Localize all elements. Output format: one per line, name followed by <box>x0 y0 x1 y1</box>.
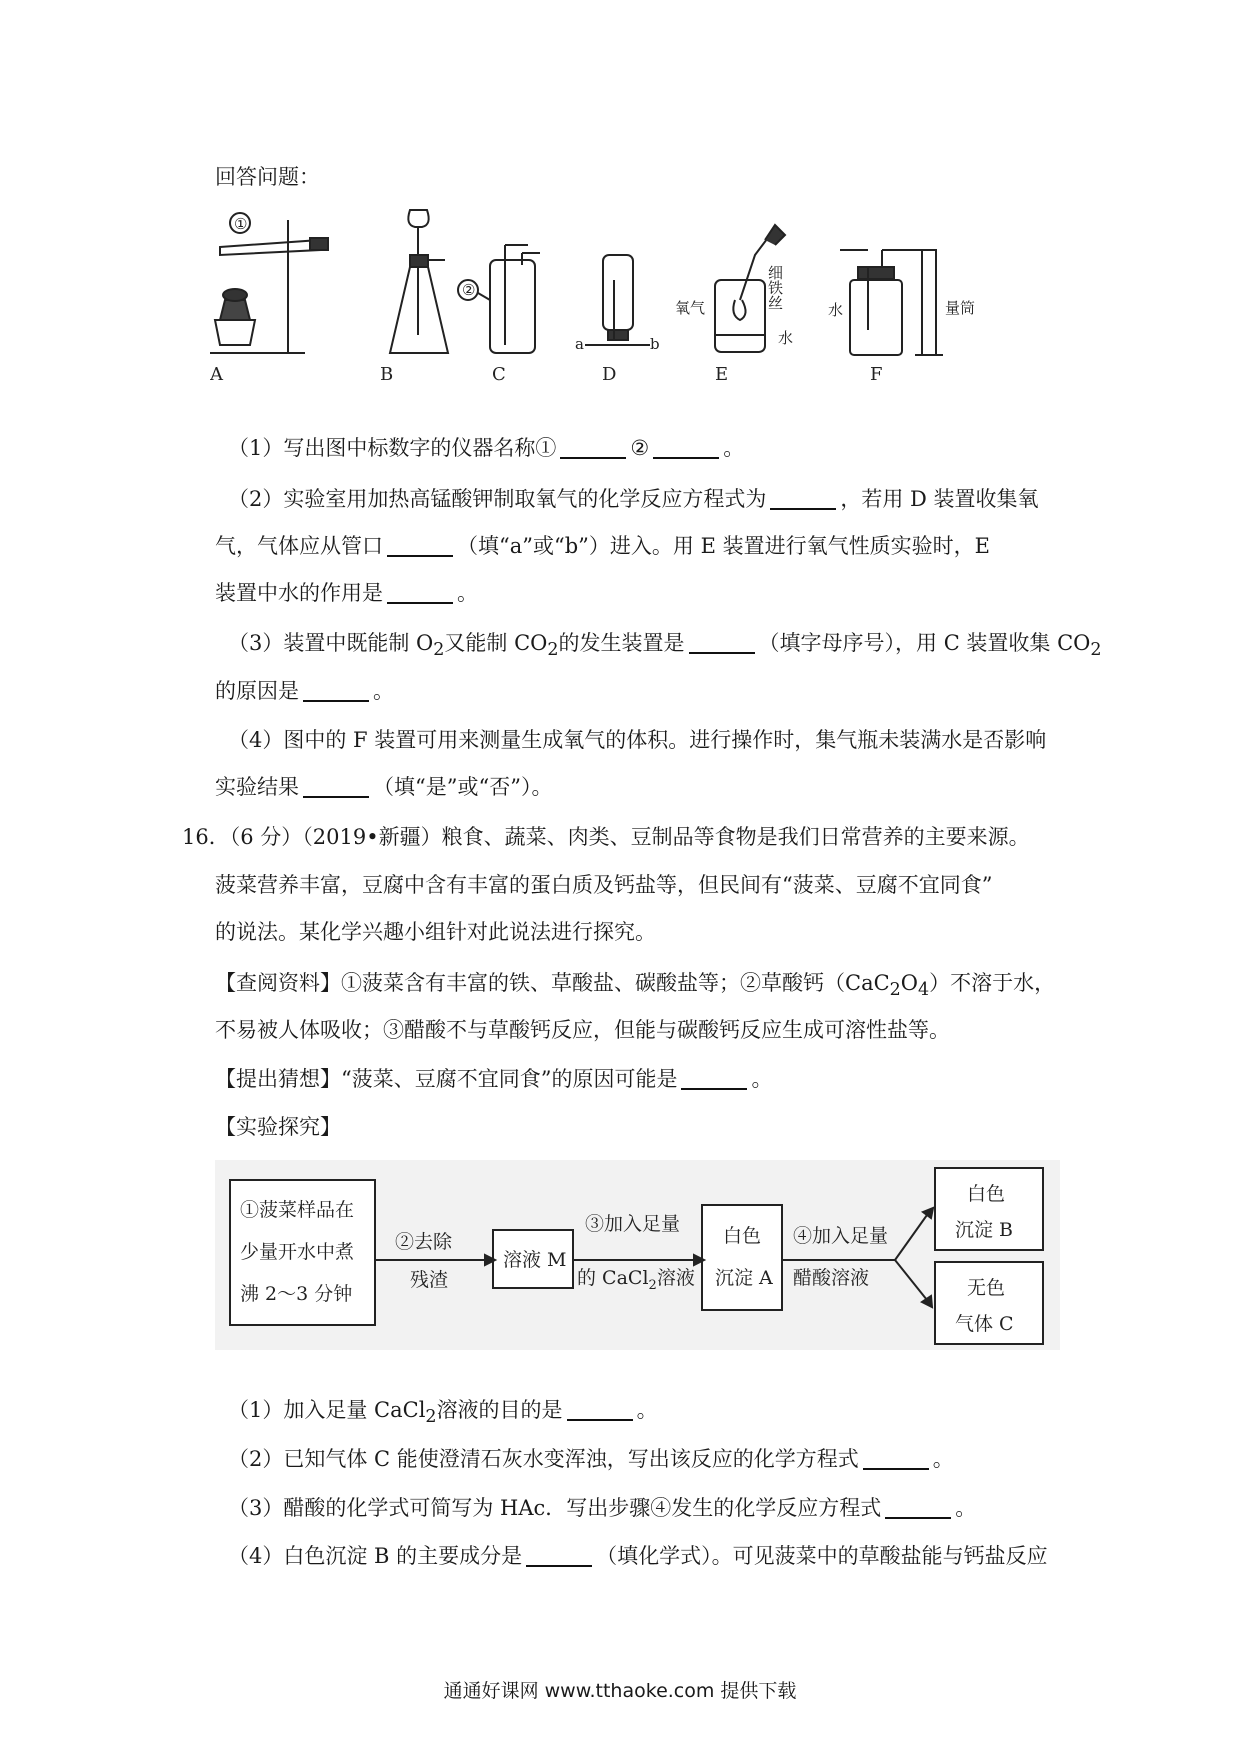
box2: 溶液 M <box>503 1249 567 1271</box>
box1-line3: 沸 2～3 分钟 <box>240 1283 353 1305</box>
q16-s2: （2）已知气体 C 能使澄清石灰水变浑浊，写出该反应的化学方程式 。 <box>228 1447 954 1471</box>
q16-explore: 【实验探究】 <box>215 1115 341 1139</box>
tube-b: b <box>650 335 660 353</box>
q16-info2: 不易被人体吸收；③醋酸不与草酸钙反应，但能与碳酸钙反应生成可溶性盐等。 <box>215 1018 950 1042</box>
q15-p1: （1）写出图中标数字的仪器名称① ② 。 <box>228 436 745 460</box>
step4-line1: ④加入足量 <box>793 1225 889 1247</box>
answer-blank[interactable] <box>526 1543 592 1567</box>
q15-p2: （2）实验室用加热高锰酸钾制取氧气的化学反应方程式为 ，若用 D 装置收集氧 <box>228 487 1039 511</box>
f-water: 水 <box>828 301 844 319</box>
label-f: F <box>870 364 883 385</box>
q16-s3: （3）醋酸的化学式可简写为 HAc．写出步骤④发生的化学反应方程式 。 <box>228 1496 977 1520</box>
q15-p2c: 装置中水的作用是 。 <box>215 581 478 605</box>
label-a: A <box>210 364 223 385</box>
step3-line1: ③加入足量 <box>585 1213 681 1235</box>
q16-guess: 【提出猜想】“菠菜、豆腐不宜同食”的原因可能是 。 <box>215 1067 773 1091</box>
flow-diagram <box>215 1160 1060 1350</box>
box4-line1: 白色 <box>967 1183 1006 1205</box>
apparatus-a <box>210 213 328 353</box>
answer-blank[interactable] <box>387 533 453 557</box>
q16-l2: 菠菜营养丰富，豆腐中含有丰富的蛋白质及钙盐等，但民间有“菠菜、豆腐不宜同食” <box>215 873 993 897</box>
f-cylinder: 量筒 <box>945 299 976 317</box>
q16-s1: （1）加入足量 CaCl$_2$溶液的目的是 。 <box>228 1398 658 1428</box>
answer-blank[interactable] <box>653 435 719 459</box>
answer-blank[interactable] <box>303 774 369 798</box>
label-d: D <box>602 364 617 385</box>
box1-line1: ①菠菜样品在 <box>240 1199 355 1221</box>
apparatus-c <box>458 245 540 353</box>
apparatus-figure <box>210 205 1090 415</box>
q16-info: 【查阅资料】①菠菜含有丰富的铁、草酸盐、碳酸盐等；②草酸钙$(CaC_2O_4)$不溶于水， <box>215 971 1056 1001</box>
answer-blank[interactable] <box>387 580 453 604</box>
answer-blank[interactable] <box>863 1446 929 1470</box>
box1-line2: 少量开水中煮 <box>240 1241 355 1263</box>
answer-blank[interactable] <box>303 678 369 702</box>
answer-blank[interactable] <box>885 1495 951 1519</box>
label-e: E <box>715 364 729 385</box>
q16-head: 16．（6 分）（2019•新疆）粮食、蔬菜、肉类、豆制品等食物是我们日常营养的主要来源。 <box>182 825 1030 849</box>
e-gas: 氧气 <box>675 299 706 317</box>
box3-line1: 白色 <box>723 1225 762 1247</box>
answer-blank[interactable] <box>567 1397 633 1421</box>
answer-blank[interactable] <box>770 486 836 510</box>
step4-line2: 醋酸溶液 <box>793 1267 870 1289</box>
label-c: C <box>492 364 506 385</box>
step2-line1: ②去除 <box>395 1231 453 1253</box>
step3-line2: 的 CaCl$_2$溶液 <box>577 1267 695 1293</box>
box4-line2: 沉淀 B <box>955 1219 1014 1241</box>
step2-line2: 残渣 <box>410 1269 449 1291</box>
page-footer: 通通好课网 www.tthaoke.com 提供下载 <box>443 1680 797 1702</box>
answer-blank[interactable] <box>689 630 755 654</box>
apparatus-f <box>840 250 943 355</box>
q15-p3b: 的原因是 。 <box>215 679 394 703</box>
q15-p3: （3）装置中既能制 $O_2$又能制 $CO_2$的发生装置是 （填字母序号），用 C 装置收集 $CO_2$ <box>228 631 1102 661</box>
answer-blank[interactable] <box>681 1066 747 1090</box>
apparatus-b <box>390 210 448 353</box>
box5-line1: 无色 <box>967 1277 1006 1299</box>
label-b: B <box>380 364 394 385</box>
e-water: 水 <box>778 329 794 347</box>
box3-line2: 沉淀 A <box>715 1267 773 1289</box>
q15-intro: 回答问题： <box>215 165 320 189</box>
box5-line2: 气体 C <box>955 1313 1014 1335</box>
mark-2: ② <box>462 281 476 299</box>
q15-p2b: 气，气体应从管口 （填“a”或“b”）进入。用 E 装置进行氧气性质实验时，E <box>215 534 990 558</box>
e-wire: 细铁丝 <box>766 265 784 310</box>
answer-blank[interactable] <box>560 435 626 459</box>
q16-l3: 的说法。某化学兴趣小组针对此说法进行探究。 <box>215 920 656 944</box>
q15-p4b: 实验结果 （填“是”或“否”）。 <box>215 775 553 799</box>
q16-s4: （4）白色沉淀 B 的主要成分是 （填化学式）。可见菠菜中的草酸盐能与钙盐反应 <box>228 1544 1048 1568</box>
tube-a: a <box>575 335 584 353</box>
q15-p4: （4）图中的 F 装置可用来测量生成氧气的体积。进行操作时，集气瓶未装满水是否影响 <box>228 728 1047 752</box>
mark-1: ① <box>234 215 248 233</box>
apparatus-d <box>585 255 650 345</box>
